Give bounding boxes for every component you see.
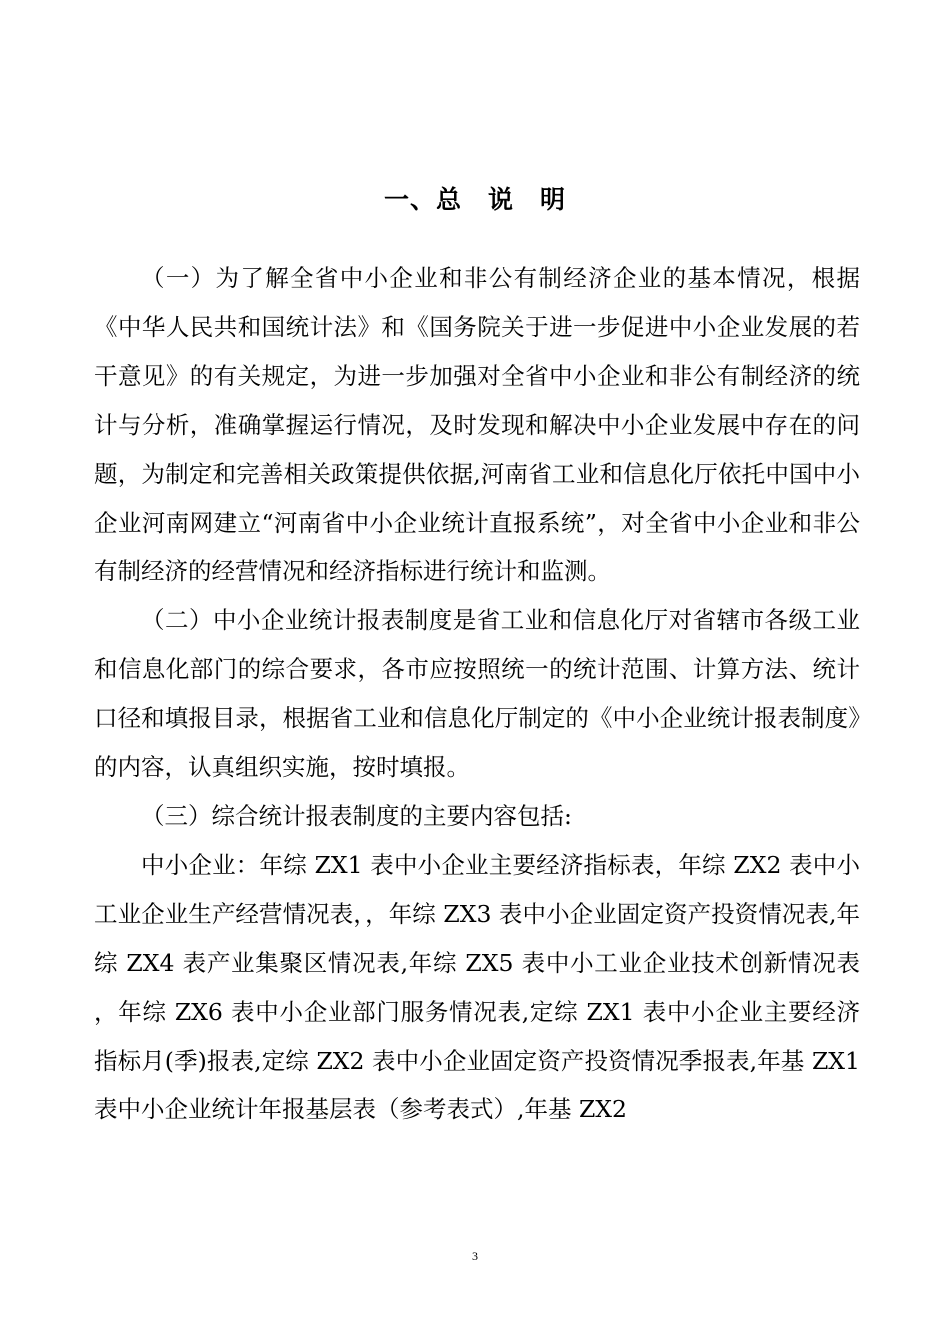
document-title: 一、总 说 明 (383, 185, 566, 214)
paragraph-4: 中小企业：年综 ZX1 表中小企业主要经济指标表，年综 ZX2 表中小工业企业生产经营情况表，，年综 ZX3 表中小企业固定资产投资情况表,年综 ZX4 表产业集聚区情况表,年综 ZX5 表中小工业企业技术创新情况表 ，年综 ZX6 表中小企业部门服务情况表,定综 ZX1 表中小企业主要经济指标月(季)报表,定综 ZX2 表中小企业固定资产投资情况季报表,年基 ZX1 表中小企业统计年报基层表（参考表式）,年基 ZX2 (94, 850, 860, 1124)
document-body (94, 254, 860, 1134)
page-number: 3 (472, 1249, 478, 1263)
paragraph-1: （一）为了解全省中小企业和非公有制经济企业的基本情况，根据《中华人民共和国统计法》和《国务院关于进一步促进中小企业发展的若干意见》的有关规定，为进一步加强对全省中小企业和非公有制经济的统计与分析，准确掌握运行情况，及时发现和解决中小企业发展中存在的问题，为制定和完善相关政策提供依据,河南省工业和信息化厅依托中国中小企业河南网建立“河南省中小企业统计直报系统”，对全省中小企业和非公有制经济的经营情况和经济指标进行统计和监测。 (94, 264, 860, 586)
paragraph-3: （三）综合统计报表制度的主要内容包括: (141, 801, 572, 830)
paragraph-2: （二）中小企业统计报表制度是省工业和信息化厅对省辖市各级工业和信息化部门的综合要求，各市应按照统一的统计范围、计算方法、统计口径和填报目录，根据省工业和信息化厅制定的《中小企业统计报表制度》的内容，认真组织实施，按时填报。 (94, 606, 860, 782)
